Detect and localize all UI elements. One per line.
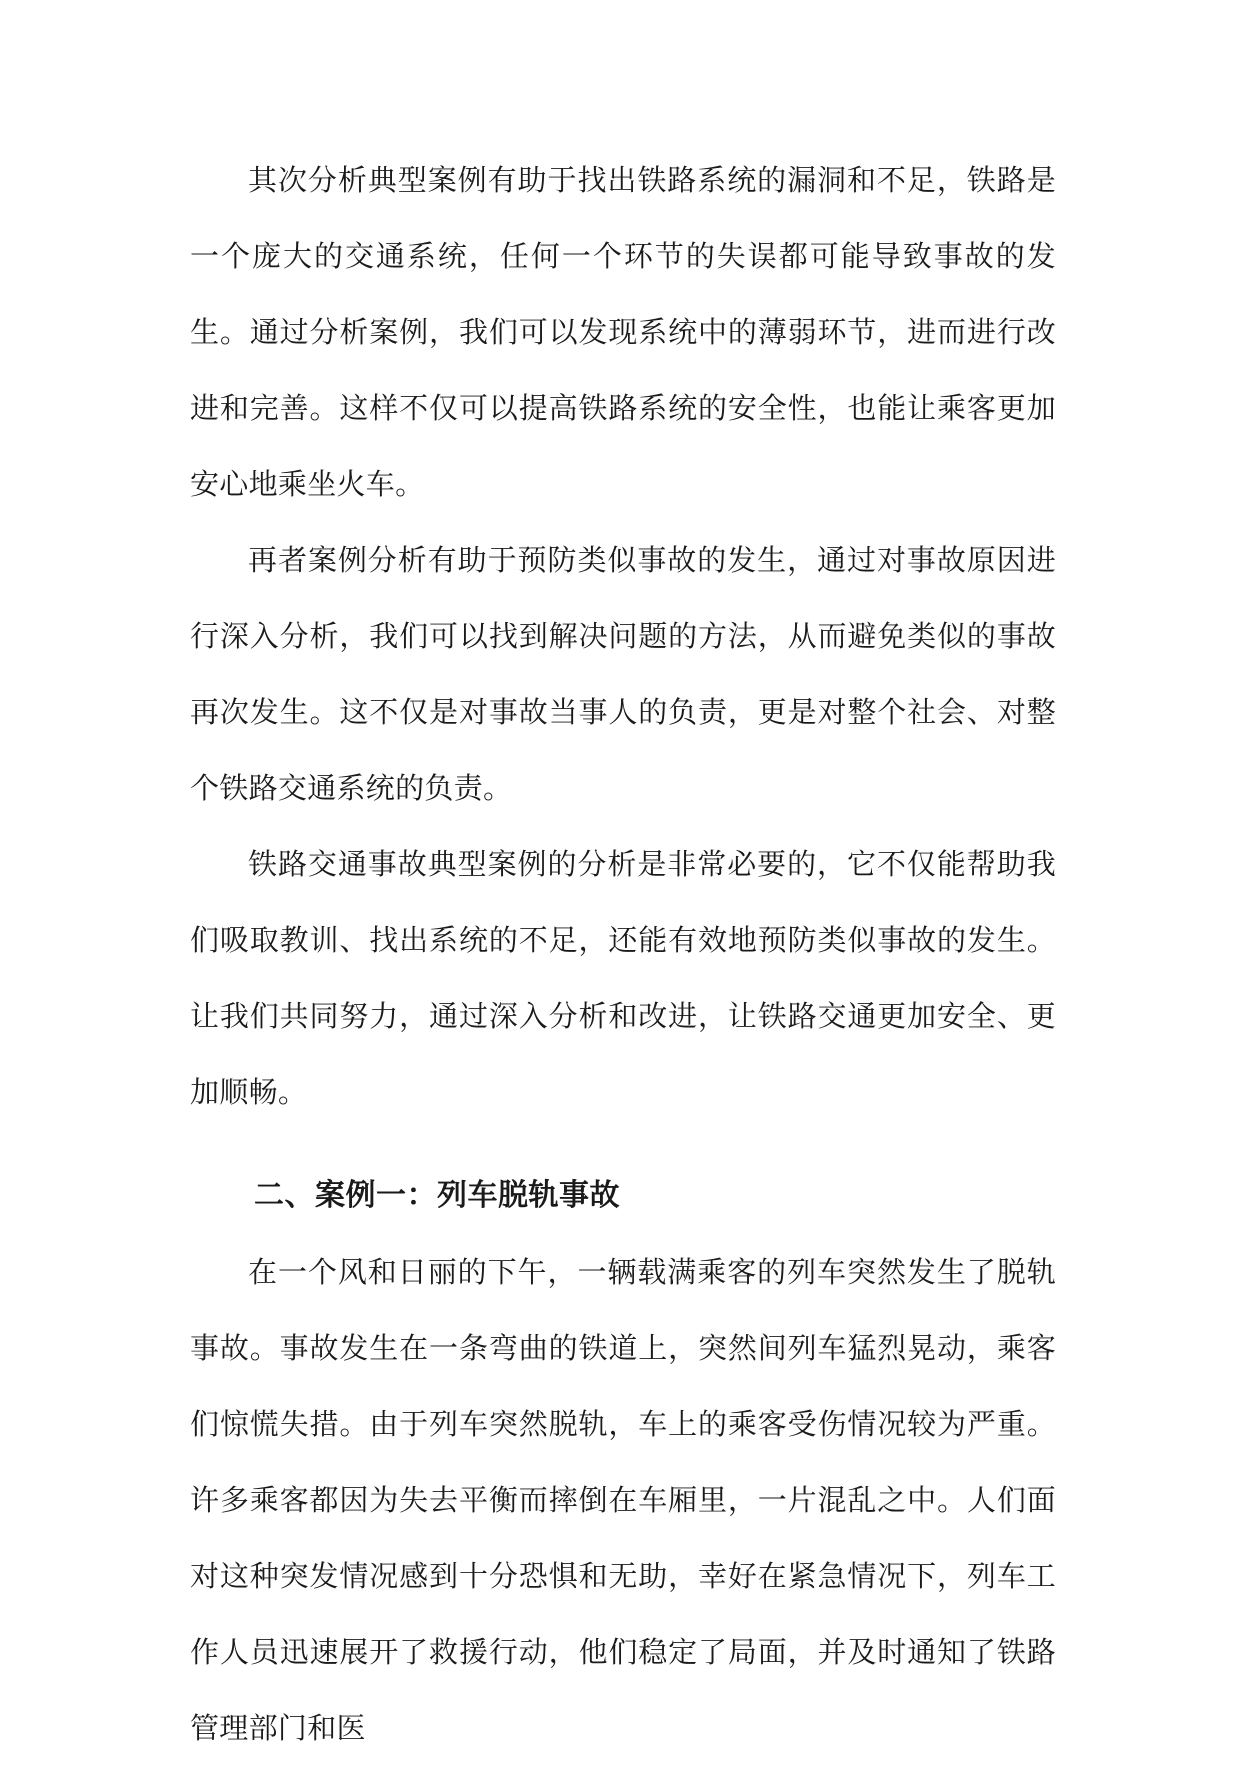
paragraph-prevention: 再者案例分析有助于预防类似事故的发生，通过对事故原因进行深入分析，我们可以找到解决问题的方法，从而避免类似的事故再次发生。这不仅是对事故当事人的负责，更是对整个社会、对整个铁路交通系统的负责。 (190, 543, 1056, 805)
paragraph-conclusion: 铁路交通事故典型案例的分析是非常必要的，它不仅能帮助我们吸取教训、找出系统的不足，还能有效地预防类似事故的发生。让我们共同努力，通过深入分析和改进，让铁路交通更加安全、更加顺畅。 (190, 847, 1056, 1109)
document-body (190, 142, 1056, 1766)
paragraph-derailment-case: 在一个风和日丽的下午，一辆载满乘客的列车突然发生了脱轨事故。事故发生在一条弯曲的铁道上，突然间列车猛烈晃动，乘客们惊慌失措。由于列车突然脱轨，车上的乘客受伤情况较为严重。许多乘客都因为失去平衡而摔倒在车厢里，一片混乱之中。人们面对这种突发情况感到十分恐惧和无助，幸好在紧急情况下，列车工作人员迅速展开了救援行动，他们稳定了局面，并及时通知了铁路管理部门和医 (190, 1255, 1056, 1745)
section-heading: 二、案例一：列车脱轨事故 (254, 1178, 620, 1213)
section-spacer (190, 1130, 1056, 1158)
paragraph-analysis-loopholes: 其次分析典型案例有助于找出铁路系统的漏洞和不足，铁路是一个庞大的交通系统，任何一个环节的失误都可能导致事故的发生。通过分析案例，我们可以发现系统中的薄弱环节，进而进行改进和完善。这样不仅可以提高铁路系统的安全性，也能让乘客更加安心地乘坐火车。 (190, 163, 1056, 501)
